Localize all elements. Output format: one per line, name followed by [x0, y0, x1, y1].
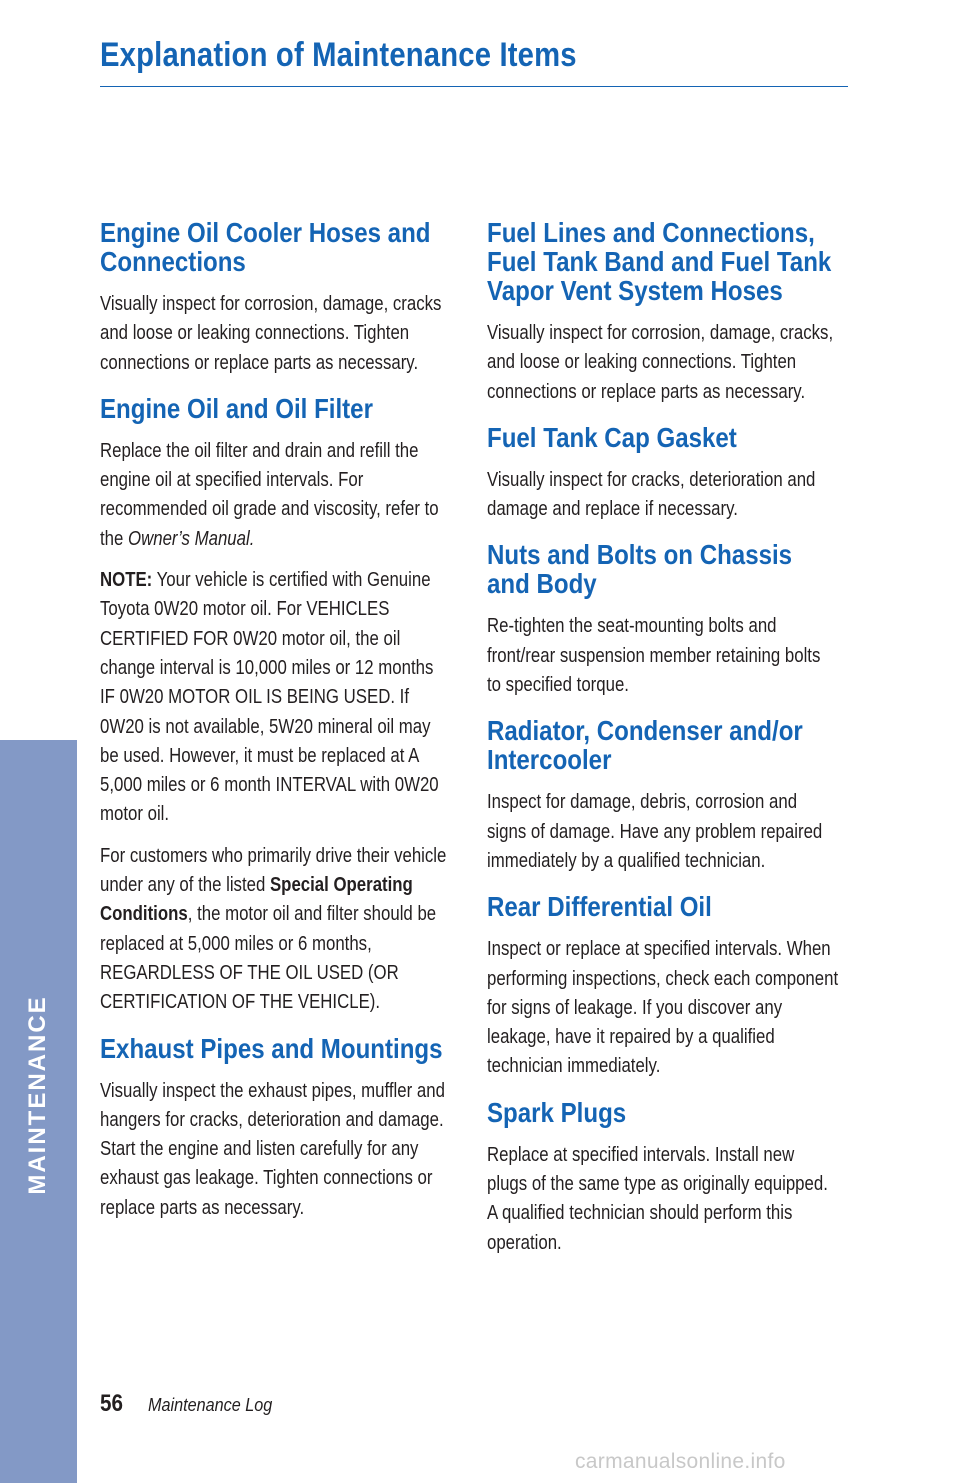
- section-nuts-bolts: [487, 540, 839, 700]
- page-number: 56: [100, 1390, 123, 1417]
- section-title: Rear Differential Oil: [487, 891, 712, 923]
- left-column: [100, 218, 452, 1223]
- title-divider: [100, 86, 848, 87]
- side-tab-label: MAINTENANCE: [24, 995, 51, 1195]
- section-fuel-lines: [487, 218, 839, 407]
- note-text: Your vehicle is certified with Genuine Toyota 0W20 motor oil. For VEHICLES CERTIFIED FOR 0W20 motor oil, the oil change interval is 10,000 miles or 12 months IF 0W20 MOTOR OIL IS BEING USED. If 0W20 is not available, 5W20 mineral oil may be used. However, it must be replaced at A 5,000 miles or 6 month INTERVAL with 0W20 motor oil.: [100, 569, 439, 826]
- section-body: Inspect for damage, debris, corrosion and signs of damage. Have any problem repaired immediately by a qualified technician.: [487, 791, 823, 872]
- section-body: Visually inspect for corrosion, damage, cracks, and loose or leaking connections. Tighten connections or replace parts as necessary.: [487, 322, 834, 403]
- section-body: Visually inspect the exhaust pipes, muffler and hangers for cracks, deterioration and damage. Start the engine and listen carefully for any exhaust gas leakage. Tighten connections or replace parts as necessary.: [100, 1079, 445, 1219]
- special-conditions-term: Special Operating Conditions: [100, 874, 413, 926]
- section-title: Engine Oil Cooler Hoses and Connections: [100, 217, 431, 277]
- watermark: carmanualsonline.info: [575, 1450, 786, 1473]
- section-rear-differential-oil: [487, 892, 839, 1081]
- section-title: Engine Oil and Oil Filter: [100, 392, 373, 424]
- owners-manual-reference: Owner’s Manual.: [128, 527, 255, 550]
- section-body: Visually inspect for corrosion, damage, cracks and loose or leaking connections. Tighten connections or replace parts as necessary.: [100, 293, 442, 374]
- section-title: Nuts and Bolts on Chassis and Body: [487, 539, 793, 600]
- section-spark-plugs: [487, 1098, 839, 1258]
- section-title: Radiator, Condenser and/or Intercooler: [487, 715, 803, 776]
- special-conditions-paragraph: [100, 842, 452, 1018]
- section-title: Fuel Tank Cap Gasket: [487, 421, 737, 453]
- body-text: For customers who primarily drive their vehicle under any of the listed: [100, 844, 447, 897]
- right-column: [487, 218, 839, 1258]
- section-title: Fuel Lines and Connections, Fuel Tank Band and Fuel Tank Vapor Vent System Hoses: [487, 217, 832, 306]
- section-body: Inspect or replace at specified intervals. When performing inspections, check each component for signs of leakage. If you discover any leakage, have it repaired by a qualified technician immediately.: [487, 938, 839, 1078]
- note-label: NOTE:: [100, 569, 153, 592]
- section-body: Replace at specified intervals. Install new plugs of the same type as originally equipped. A qualified technician should perform this operation.: [487, 1143, 828, 1254]
- section-title: Exhaust Pipes and Mountings: [100, 1032, 443, 1064]
- section-title: Spark Plugs: [487, 1096, 627, 1128]
- footer-section-label: Maintenance Log: [148, 1395, 273, 1415]
- body-text: , the motor oil and filter should be replaced at 5,000 miles or 6 months, REGARDLESS OF THE OIL USED (OR CERTIFICATION OF THE VEHICLE).: [100, 903, 437, 1014]
- section-body: Re-tighten the seat-mounting bolts and front/rear suspension member retaining bolts to specified torque.: [487, 615, 821, 697]
- section-oil-cooler-hoses: [100, 218, 452, 378]
- section-engine-oil-filter: [100, 394, 452, 1018]
- note-paragraph: [100, 566, 452, 830]
- section-body: [100, 437, 452, 554]
- section-exhaust-pipes: [100, 1034, 452, 1223]
- page-title: Explanation of Maintenance Items: [100, 36, 577, 74]
- body-text: Replace the oil filter and drain and refill the engine oil at specified intervals. For recommended oil grade and viscosity, refer to the: [100, 439, 439, 550]
- section-radiator: [487, 716, 839, 876]
- section-body: Visually inspect for cracks, deterioration and damage and replace if necessary.: [487, 468, 816, 521]
- section-fuel-tank-cap-gasket: [487, 423, 839, 525]
